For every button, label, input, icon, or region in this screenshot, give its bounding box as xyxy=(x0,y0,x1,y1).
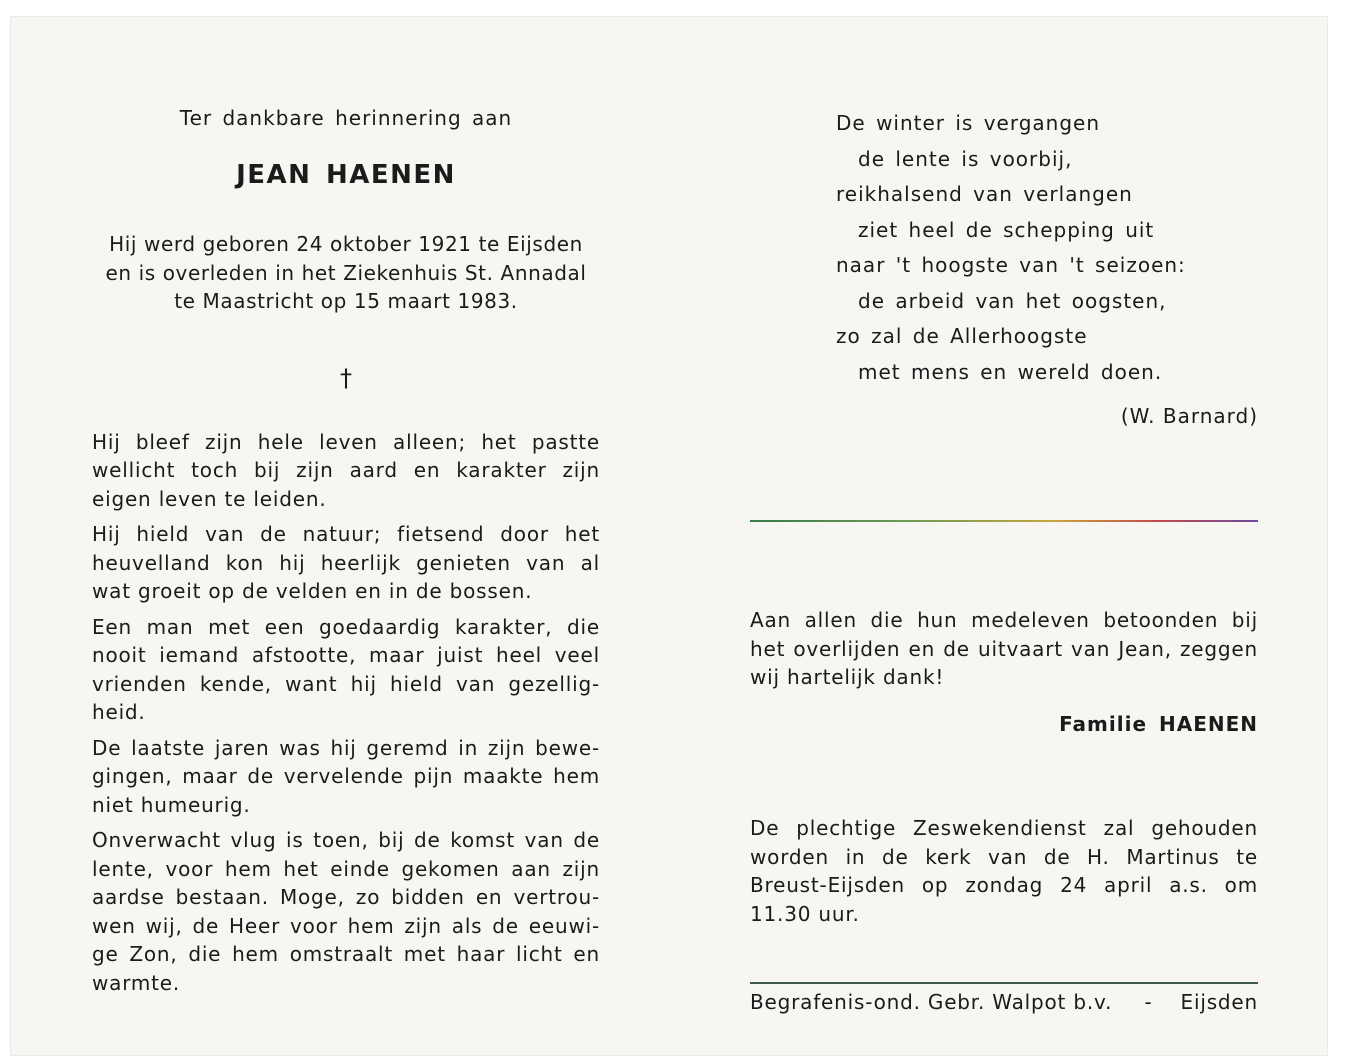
text-line: wij hartelijk dank! xyxy=(750,665,945,689)
poem-line: de lente is voorbij, xyxy=(858,146,1073,171)
intro-text: Ter dankbare herinnering aan xyxy=(179,106,513,130)
text-line: lente, voor hem het einde gekomen aan zijn xyxy=(92,856,600,881)
thanks-section xyxy=(750,606,1258,736)
text-line: aardse bestaan. Moge, zo bidden en vertrou- xyxy=(92,885,600,909)
birth-line: te Maastricht op 15 maart 1983. xyxy=(174,289,518,313)
text-line: Hij bleef zijn hele leven alleen; het pastte xyxy=(92,429,600,454)
undertaker-line xyxy=(750,990,1258,1014)
text-line: heid. xyxy=(92,700,146,724)
text-line: eigen leven te leiden. xyxy=(92,486,327,511)
service-text xyxy=(750,814,1258,928)
family-signature: Familie HAENEN xyxy=(1059,711,1258,736)
text-line: warmte. xyxy=(92,970,181,995)
text-line: wen wij, de Heer voor hem zijn als de eeuwi- xyxy=(92,913,600,938)
biography-paragraph xyxy=(92,734,600,820)
section-divider xyxy=(750,520,1258,522)
poem-line: reikhalsend van verlangen xyxy=(836,182,1133,206)
left-panel xyxy=(92,106,600,1004)
thanks-text xyxy=(750,606,1258,692)
text-line: De plechtige Zeswekendienst zal gehouden xyxy=(750,816,1258,840)
poem-line: zo zal de Allerhoogste xyxy=(836,324,1088,348)
undertaker-place: Eijsden xyxy=(1180,990,1258,1014)
text-line: 11.30 uur. xyxy=(750,901,860,926)
text-line: Onverwacht vlug is toen, bij de komst van de xyxy=(92,828,600,852)
text-line: ge Zon, die hem omstraalt met haar licht en xyxy=(92,942,600,966)
deceased-name: JEAN HAENEN xyxy=(236,160,456,190)
text-line: De laatste jaren was hij geremd in zijn bewe- xyxy=(92,735,600,760)
text-line: Hij hield van de natuur; fietsend door het xyxy=(92,522,600,546)
text-line: Breust-Eijsden op zondag 24 april a.s. om xyxy=(750,873,1258,897)
text-line: wellicht toch bij zijn aard en karakter zijn xyxy=(92,458,600,482)
text-line: het overlijden en de uitvaart van Jean, zeggen xyxy=(750,636,1258,661)
poem-line: De winter is vergangen xyxy=(836,111,1101,135)
undertaker-location-group xyxy=(1145,990,1258,1014)
memorial-service-section xyxy=(750,814,1258,935)
text-line: vrienden kende, want hij hield van gezellig- xyxy=(92,671,600,696)
poem xyxy=(836,106,1258,390)
poem-line: met mens en wereld doen. xyxy=(858,359,1163,384)
biography-paragraph xyxy=(92,613,600,727)
text-line: Een man met een goedaardig karakter, die xyxy=(92,614,600,639)
undertaker-name: Begrafenis-ond. Gebr. Walpot b.v. xyxy=(750,990,1113,1014)
right-panel xyxy=(750,106,1258,1014)
birth-line: en is overleden in het Ziekenhuis St. Annadal xyxy=(105,260,587,285)
poem-author: (W. Barnard) xyxy=(1120,404,1258,428)
biography-paragraph xyxy=(92,428,600,514)
birth-line: Hij werd geboren 24 oktober 1921 te Eijsden xyxy=(109,232,583,256)
text-line: niet humeurig. xyxy=(92,792,251,817)
text-line: Aan allen die hun medeleven betoonden bij xyxy=(750,608,1258,632)
undertaker-separator: - xyxy=(1144,990,1153,1014)
text-line: gingen, maar de vervelende pijn maakte hem xyxy=(92,764,600,788)
text-line: wat groeit op de velden en in de bossen. xyxy=(92,579,533,603)
biography-paragraph xyxy=(92,520,600,606)
text-line: nooit iemand afstootte, maar juist heel veel xyxy=(92,643,600,667)
memorial-card xyxy=(10,16,1328,1056)
footer-divider xyxy=(750,982,1258,984)
cross-symbol: † xyxy=(340,363,352,392)
birth-death-info xyxy=(92,230,600,316)
biography-paragraph xyxy=(92,826,600,997)
poem-line: naar 't hoogste van 't seizoen: xyxy=(836,253,1186,277)
poem-line: ziet heel de schepping uit xyxy=(858,217,1155,242)
text-line: heuvelland kon hij heerlijk genieten van al xyxy=(92,550,600,575)
text-line: worden in de kerk van de H. Martinus te xyxy=(750,844,1258,869)
poem-line: de arbeid van het oogsten, xyxy=(858,288,1167,313)
